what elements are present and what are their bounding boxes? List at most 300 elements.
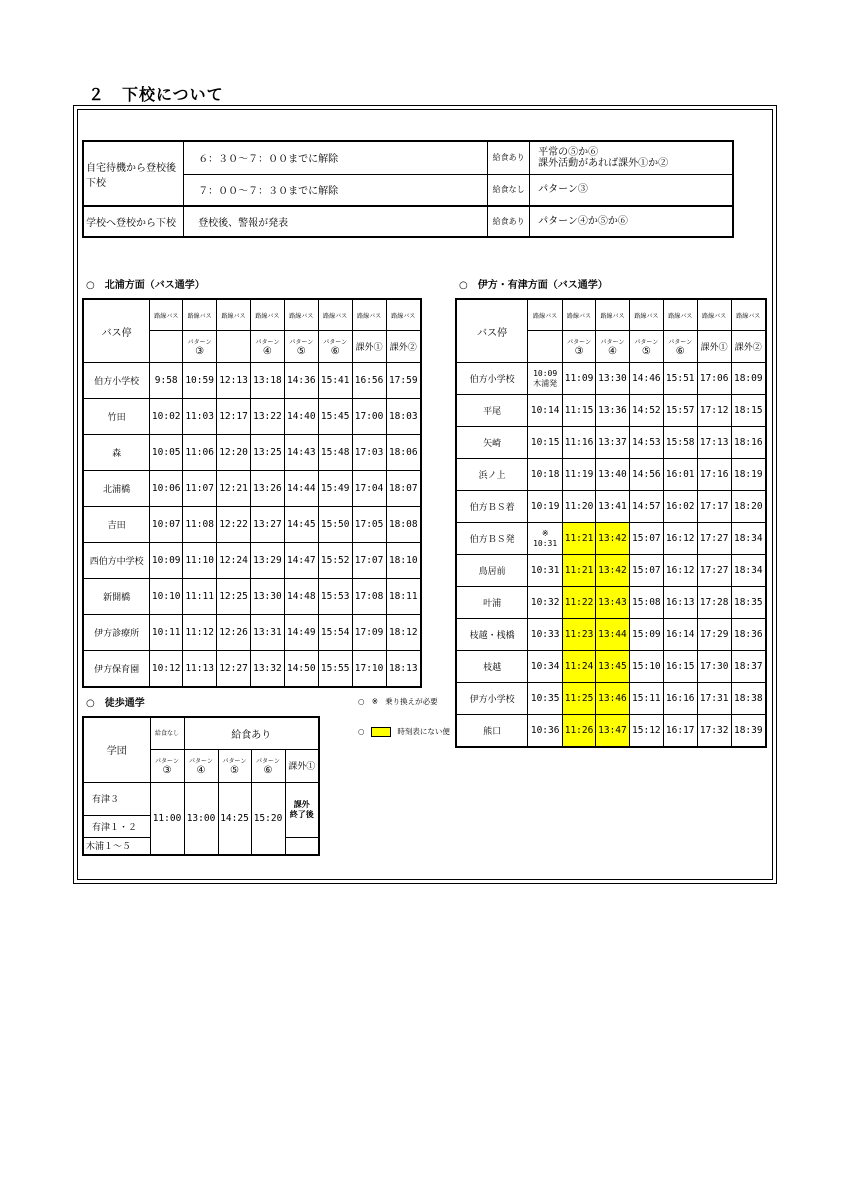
transfer-legend-text: 乗り換えが必要 (385, 697, 438, 706)
departure-time: 12:25 (217, 579, 251, 615)
pattern-label: パターン (634, 338, 659, 346)
timetable-row (456, 395, 766, 427)
bus-type-header: 路線バス (563, 299, 596, 331)
departure-time: 18:34 (731, 555, 766, 587)
departure-time: 10:10 (150, 579, 183, 615)
departure-time: 11:09 (563, 363, 596, 395)
pattern-label: パターン (255, 338, 280, 346)
departure-time: 15:45 (318, 399, 352, 435)
departure-time: 15:07 (629, 555, 663, 587)
pattern-header-empty (217, 331, 251, 363)
group-name: 木浦１～５ (83, 837, 150, 855)
departure-time: 15:12 (629, 715, 663, 747)
bus-stop-name: 枝越 (456, 651, 528, 683)
summary-lunch: 給食あり (488, 206, 530, 237)
summary-time: ７：００～７：３０までに解除 (184, 174, 488, 206)
departure-time: 14:53 (629, 427, 663, 459)
departure-time: 14:44 (284, 471, 318, 507)
pattern-label: パターン (256, 757, 280, 765)
bus-stop-name: 平尾 (456, 395, 528, 427)
departure-time: 10:18 (528, 459, 563, 491)
departure-time: 13:31 (250, 615, 284, 651)
ikata-bus-table (455, 298, 767, 748)
departure-time: 18:11 (386, 579, 421, 615)
departure-time: 12:21 (217, 471, 251, 507)
departure-time: 14:50 (284, 651, 318, 687)
timetable-row (456, 587, 766, 619)
extra-bus-legend (358, 726, 450, 737)
departure-time: 14:47 (284, 543, 318, 579)
departure-time: 16:16 (663, 683, 697, 715)
pattern-label: パターン (600, 338, 625, 346)
departure-time: 17:00 (352, 399, 386, 435)
departure-time: 10:06 (150, 471, 183, 507)
departure-time: 10:09 (150, 543, 183, 579)
bus-stop-name: 鳥居前 (456, 555, 528, 587)
pattern-number: ③ (162, 764, 172, 776)
walk-time: 14:25 (218, 782, 251, 855)
departure-time: 11:23 (563, 619, 596, 651)
pattern-label: パターン (323, 338, 348, 346)
pattern-label: パターン (187, 338, 212, 346)
departure-time: 17:30 (697, 651, 731, 683)
bus-stop-name: 西伯方中学校 (83, 543, 150, 579)
summary-pattern-line: 課外活動があれば課外①か② (538, 157, 669, 169)
timetable-row (456, 427, 766, 459)
departure-time: 17:31 (697, 683, 731, 715)
bus-stop-name: 伯方ＢＳ発 (456, 523, 528, 555)
departure-time: 18:37 (731, 651, 766, 683)
departure-time: 12:27 (217, 651, 251, 687)
walk-time: 15:20 (251, 782, 285, 855)
departure-time: 15:48 (318, 435, 352, 471)
departure-time: 10:32 (528, 587, 563, 619)
kagai-time (285, 782, 319, 837)
departure-time: 11:07 (183, 471, 217, 507)
departure-time: 14:52 (629, 395, 663, 427)
departure-time: 10:11 (150, 615, 183, 651)
departure-time: 13:18 (250, 363, 284, 399)
bus-type-header: 路線バス (528, 299, 563, 331)
summary-time: 登校後、警報が発表 (184, 206, 488, 237)
departure-time: 14:46 (629, 363, 663, 395)
pattern-header: 課外① (352, 331, 386, 363)
departure-time: 11:21 (563, 555, 596, 587)
bus-stop-name: 伯方小学校 (83, 363, 150, 399)
departure-time: 18:07 (386, 471, 421, 507)
timetable-row (83, 615, 421, 651)
departure-time: 11:16 (563, 427, 596, 459)
pattern-label: パターン (567, 338, 591, 346)
departure-time: 13:47 (596, 715, 630, 747)
departure-time: 10:05 (150, 435, 183, 471)
departure-time: 14:40 (284, 399, 318, 435)
pattern-number: ⑤ (641, 345, 651, 357)
walking-section-title: ○ 徒歩通学 (86, 698, 145, 709)
departure-time: 11:03 (183, 399, 217, 435)
departure-time: 14:36 (284, 363, 318, 399)
departure-time: 14:49 (284, 615, 318, 651)
departure-time: 16:56 (352, 363, 386, 399)
extra-bus-legend-text: 時刻表にない便 (397, 727, 450, 736)
kagai-line: 終了後 (289, 809, 314, 819)
pattern-header (596, 331, 630, 363)
departure-time: 14:56 (629, 459, 663, 491)
legend-circle: ○ (358, 697, 365, 706)
departure-time: 15:09 (629, 619, 663, 651)
pattern-number: ⑤ (230, 764, 239, 776)
departure-time: 10:07 (150, 507, 183, 543)
departure-time: 13:36 (596, 395, 630, 427)
departure-time: 11:19 (563, 459, 596, 491)
departure-time: 10:59 (183, 363, 217, 399)
departure-time: 13:41 (596, 491, 630, 523)
departure-time: 17:17 (697, 491, 731, 523)
departure-time: 18:08 (386, 507, 421, 543)
departure-time: 17:28 (697, 587, 731, 619)
pattern-5-header (218, 749, 251, 782)
yellow-swatch (371, 727, 391, 737)
departure-time: 16:12 (663, 523, 697, 555)
bus-type-header: 路線バス (663, 299, 697, 331)
departure-time: 16:12 (663, 555, 697, 587)
departure-time (528, 363, 563, 395)
walk-time: 13:00 (184, 782, 218, 855)
bus-stop-name: 北浦橋 (83, 471, 150, 507)
timetable-row (456, 555, 766, 587)
departure-time: 13:37 (596, 427, 630, 459)
page-heading: ２ 下校について (88, 85, 224, 104)
departure-time: 12:24 (217, 543, 251, 579)
bus-stop-name: 森 (83, 435, 150, 471)
bus-stop-name: 新開橋 (83, 579, 150, 615)
departure-time: 13:30 (596, 363, 630, 395)
departure-time: 13:42 (596, 555, 630, 587)
timetable-row (456, 363, 766, 395)
departure-time: 15:08 (629, 587, 663, 619)
bus-stop-name: 伊方小学校 (456, 683, 528, 715)
departure-time: 16:14 (663, 619, 697, 651)
pattern-header (629, 331, 663, 363)
departure-time: 13:42 (596, 523, 630, 555)
departure-time: 11:08 (183, 507, 217, 543)
departure-time: 11:24 (563, 651, 596, 683)
departure-time: 13:22 (250, 399, 284, 435)
departure-time: 18:34 (731, 523, 766, 555)
timetable-row (83, 399, 421, 435)
pattern-header: 課外② (386, 331, 421, 363)
pattern-header (284, 331, 318, 363)
walk-time: 11:00 (150, 782, 184, 855)
departure-time: 13:32 (250, 651, 284, 687)
timetable-row (83, 471, 421, 507)
departure-time: 15:49 (318, 471, 352, 507)
departure-time: 10:35 (528, 683, 563, 715)
departure-time: 18:36 (731, 619, 766, 651)
bus-stop-name: 枝越・桟橋 (456, 619, 528, 651)
departure-time: 10:02 (150, 399, 183, 435)
dismissal-summary-table (82, 140, 734, 238)
empty-cell (285, 837, 319, 855)
bus-stop-name: 竹田 (83, 399, 150, 435)
bus-stop-name: 吉田 (83, 507, 150, 543)
departure-time: 10:15 (528, 427, 563, 459)
group-header: 学団 (83, 717, 150, 782)
departure-time: 18:12 (386, 615, 421, 651)
departure-time: 10:36 (528, 715, 563, 747)
departure-time: 12:22 (217, 507, 251, 543)
timetable-row (83, 651, 421, 687)
departure-time: 17:29 (697, 619, 731, 651)
pattern-number: ④ (262, 345, 272, 357)
departure-time: 18:19 (731, 459, 766, 491)
timetable-row (456, 523, 766, 555)
kitaura-section-title: ○ 北浦方面（バス通学） (86, 280, 205, 291)
bus-type-header: 路線バス (629, 299, 663, 331)
with-lunch-header: 給食あり (184, 717, 319, 749)
walking-table (82, 716, 320, 856)
pattern-label: パターン (222, 757, 247, 765)
timetable-row (456, 619, 766, 651)
departure-time: 11:26 (563, 715, 596, 747)
departure-time: 17:27 (697, 523, 731, 555)
departure-time: 17:13 (697, 427, 731, 459)
departure-time: 11:20 (563, 491, 596, 523)
departure-time: 15:53 (318, 579, 352, 615)
departure-time: 14:43 (284, 435, 318, 471)
departure-time: 18:39 (731, 715, 766, 747)
pattern-label: パターン (289, 338, 314, 346)
pattern-3-header (150, 749, 184, 782)
bus-stop-name: 伊方保育園 (83, 651, 150, 687)
group-name: 有津３ (83, 782, 150, 815)
kagai-line: 課外 (293, 799, 310, 809)
kitaura-bus-table (82, 298, 422, 688)
departure-time: 17:06 (697, 363, 731, 395)
departure-time: 9:58 (150, 363, 183, 399)
pattern-header (250, 331, 284, 363)
departure-time: 13:29 (250, 543, 284, 579)
departure-time: 10:33 (528, 619, 563, 651)
departure-time: 15:41 (318, 363, 352, 399)
departure-time: 13:46 (596, 683, 630, 715)
time-line: 木浦発 (533, 378, 558, 388)
departure-time: 15:58 (663, 427, 697, 459)
departure-time: 13:40 (596, 459, 630, 491)
timetable-row (456, 651, 766, 683)
pattern-number: ⑥ (675, 345, 685, 357)
departure-time: 16:01 (663, 459, 697, 491)
transfer-mark: ※ (371, 697, 378, 706)
departure-time: 11:12 (183, 615, 217, 651)
departure-time: 13:45 (596, 651, 630, 683)
departure-time: 11:21 (563, 523, 596, 555)
departure-time: 13:43 (596, 587, 630, 619)
departure-time: 11:11 (183, 579, 217, 615)
group-name: 有津１・２ (83, 815, 150, 837)
departure-time: 15:52 (318, 543, 352, 579)
departure-time: 18:06 (386, 435, 421, 471)
departure-time: 16:13 (663, 587, 697, 619)
pattern-number: ⑤ (296, 345, 306, 357)
departure-time: 15:07 (629, 523, 663, 555)
pattern-label: パターン (155, 757, 179, 765)
departure-time: 12:20 (217, 435, 251, 471)
stop-header: バス停 (83, 299, 150, 363)
ikata-section-title: ○ 伊方・有津方面（バス通学） (459, 280, 608, 291)
bus-type-header: 路線バス (183, 299, 217, 331)
pattern-number: ④ (196, 764, 206, 776)
summary-time: ６：３０～７：００までに解除 (184, 141, 488, 174)
summary-pattern-line: 平常の⑤か⑥ (538, 146, 599, 158)
departure-time: 14:48 (284, 579, 318, 615)
transfer-legend (358, 696, 438, 707)
departure-time: 12:13 (217, 363, 251, 399)
departure-time: 15:57 (663, 395, 697, 427)
time-line: 10:09 (533, 368, 558, 378)
departure-time: 11:06 (183, 435, 217, 471)
departure-time: 10:34 (528, 651, 563, 683)
pattern-4-header (184, 749, 218, 782)
stop-header: バス停 (456, 299, 528, 363)
bus-stop-name: 伯方ＢＳ着 (456, 491, 528, 523)
no-lunch-header: 給食なし (150, 717, 184, 749)
bus-type-header: 路線バス (250, 299, 284, 331)
bus-type-header: 路線バス (217, 299, 251, 331)
summary-pattern (530, 141, 733, 174)
departure-time: 11:22 (563, 587, 596, 619)
departure-time: 18:16 (731, 427, 766, 459)
departure-time: 14:45 (284, 507, 318, 543)
departure-time: 15:10 (629, 651, 663, 683)
bus-type-header: 路線バス (731, 299, 766, 331)
pattern-label: パターン (668, 338, 693, 346)
bus-type-header: 路線バス (697, 299, 731, 331)
timetable-row (456, 715, 766, 747)
departure-time: 13:25 (250, 435, 284, 471)
bus-type-header: 路線バス (386, 299, 421, 331)
bus-type-header: 路線バス (150, 299, 183, 331)
bus-type-header: 路線バス (596, 299, 630, 331)
pattern-header: 課外① (697, 331, 731, 363)
pattern-6-header (251, 749, 285, 782)
departure-time: 18:38 (731, 683, 766, 715)
bus-type-header: 路線バス (284, 299, 318, 331)
departure-time: 15:54 (318, 615, 352, 651)
departure-time: 11:13 (183, 651, 217, 687)
departure-time: 15:50 (318, 507, 352, 543)
pattern-header (663, 331, 697, 363)
bus-stop-name: 叶浦 (456, 587, 528, 619)
departure-time: 17:03 (352, 435, 386, 471)
departure-time: 18:03 (386, 399, 421, 435)
departure-time: 17:04 (352, 471, 386, 507)
departure-time: 16:02 (663, 491, 697, 523)
summary-category: 自宅待機から登校後下校 (83, 141, 184, 206)
departure-time: 13:44 (596, 619, 630, 651)
departure-time: 10:12 (150, 651, 183, 687)
bus-stop-name: 伊方診療所 (83, 615, 150, 651)
departure-time: 11:15 (563, 395, 596, 427)
pattern-header (563, 331, 596, 363)
departure-time: 17:59 (386, 363, 421, 399)
pattern-header-empty (150, 331, 183, 363)
pattern-number: ④ (607, 345, 617, 357)
departure-time: 18:35 (731, 587, 766, 619)
departure-time: 17:07 (352, 543, 386, 579)
departure-time: 17:32 (697, 715, 731, 747)
departure-time: 17:16 (697, 459, 731, 491)
summary-lunch: 給食なし (488, 174, 530, 206)
pattern-number: ③ (195, 345, 205, 357)
departure-time: 12:17 (217, 399, 251, 435)
departure-time: 17:08 (352, 579, 386, 615)
departure-time: 15:51 (663, 363, 697, 395)
departure-time: 15:55 (318, 651, 352, 687)
departure-time: 17:05 (352, 507, 386, 543)
timetable-row (456, 491, 766, 523)
departure-time: 14:57 (629, 491, 663, 523)
timetable-row (83, 579, 421, 615)
pattern-number: ⑥ (330, 345, 340, 357)
departure-time: 18:15 (731, 395, 766, 427)
pattern-number: ⑥ (263, 764, 273, 776)
pattern-header (318, 331, 352, 363)
departure-time: 11:10 (183, 543, 217, 579)
kagai-header: 課外① (285, 749, 319, 782)
timetable-row (456, 683, 766, 715)
departure-time: 18:09 (731, 363, 766, 395)
timetable-row (83, 435, 421, 471)
departure-time: 17:10 (352, 651, 386, 687)
pattern-header-empty (528, 331, 563, 363)
pattern-header: 課外② (731, 331, 766, 363)
timetable-row (456, 459, 766, 491)
departure-time (528, 523, 563, 555)
departure-time: 17:27 (697, 555, 731, 587)
bus-stop-name: 伯方小学校 (456, 363, 528, 395)
departure-time: 10:14 (528, 395, 563, 427)
pattern-label: パターン (189, 757, 213, 765)
departure-time: 10:19 (528, 491, 563, 523)
bus-type-header: 路線バス (352, 299, 386, 331)
departure-time: 17:12 (697, 395, 731, 427)
time-line: ※ (541, 528, 549, 538)
departure-time: 16:15 (663, 651, 697, 683)
departure-time: 12:26 (217, 615, 251, 651)
departure-time: 13:30 (250, 579, 284, 615)
departure-time: 15:11 (629, 683, 663, 715)
timetable-row (83, 363, 421, 399)
timetable-row (83, 543, 421, 579)
timetable-row (83, 507, 421, 543)
bus-stop-name: 熊口 (456, 715, 528, 747)
departure-time: 11:25 (563, 683, 596, 715)
bus-stop-name: 矢崎 (456, 427, 528, 459)
pattern-number: ③ (574, 345, 584, 357)
departure-time: 13:26 (250, 471, 284, 507)
departure-time: 13:27 (250, 507, 284, 543)
departure-time: 16:17 (663, 715, 697, 747)
summary-lunch: 給食あり (488, 141, 530, 174)
time-line: 10:31 (533, 538, 558, 548)
summary-category: 学校へ登校から下校 (83, 206, 184, 237)
legend-circle: ○ (358, 727, 365, 736)
bus-type-header: 路線バス (318, 299, 352, 331)
summary-pattern: パターン③ (530, 174, 733, 206)
departure-time: 18:13 (386, 651, 421, 687)
departure-time: 18:20 (731, 491, 766, 523)
